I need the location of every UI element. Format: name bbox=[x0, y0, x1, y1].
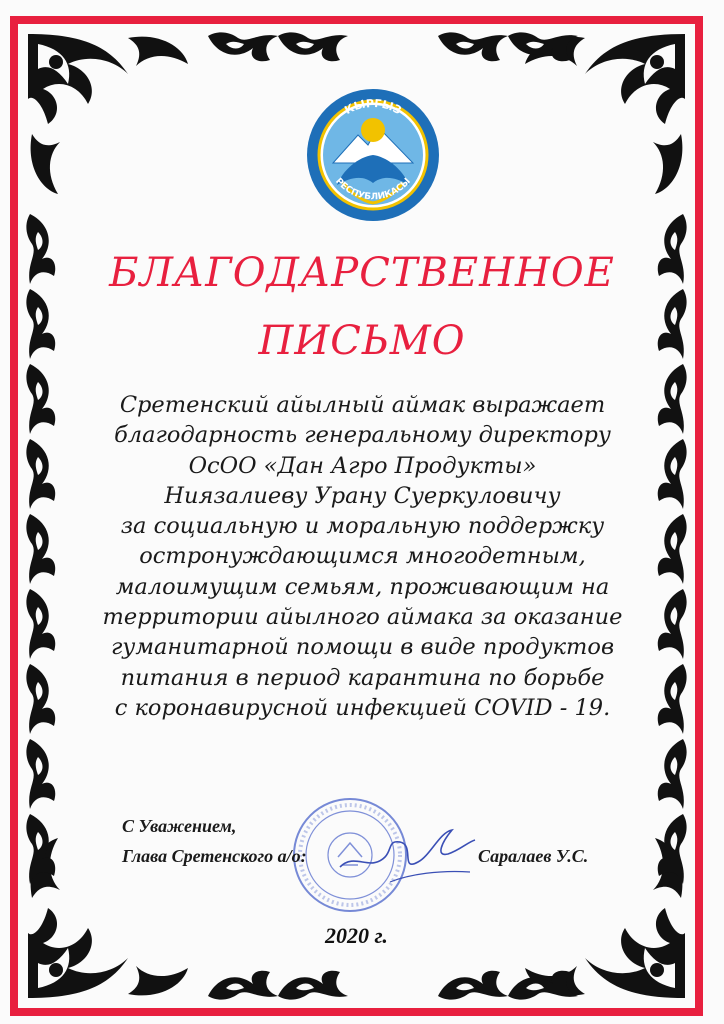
closing-text: С Уважением, bbox=[122, 816, 237, 836]
letter-body bbox=[90, 390, 635, 723]
body-line: гуманитарной помощи в виде продуктов bbox=[110, 634, 615, 661]
handwritten-signature-icon bbox=[330, 812, 480, 892]
body-line: ОсОО «Дан Агро Продукты» bbox=[188, 452, 537, 479]
body-line: территории айылного аймака за оказание bbox=[102, 604, 623, 631]
corner-ornament-icon bbox=[28, 34, 188, 194]
signatory-position: Глава Сретенского а/о: bbox=[122, 846, 307, 866]
body-line: Ниязалиеву Урану Суеркуловичу bbox=[164, 482, 561, 509]
body-line: питания в период карантина по борьбе bbox=[120, 664, 605, 691]
document-year: 2020 г. bbox=[325, 923, 388, 948]
emblem-top-text: КЫРГЫЗ bbox=[342, 96, 404, 118]
title-line-1: БЛАГОДАРСТВЕННОЕ bbox=[109, 250, 615, 296]
body-line: с коронавирусной инфекцией COVID - 19. bbox=[114, 694, 611, 721]
body-line: остронуждающимся многодетным, bbox=[139, 543, 586, 570]
title-line-2: ПИСЬМО bbox=[258, 318, 466, 364]
body-line: за социальную и моральную поддержку bbox=[120, 513, 605, 540]
body-line: Сретенский айылный аймак выражает bbox=[119, 392, 606, 418]
state-emblem-icon bbox=[303, 85, 443, 225]
signatory-name: Саралаев У.С. bbox=[478, 846, 589, 866]
emblem-bottom-text: РЕСПУБЛИКАСЫ bbox=[333, 176, 413, 203]
body-line: малоимущим семьям, проживающим на bbox=[115, 573, 610, 600]
body-line: благодарность генеральному директору bbox=[114, 422, 611, 449]
